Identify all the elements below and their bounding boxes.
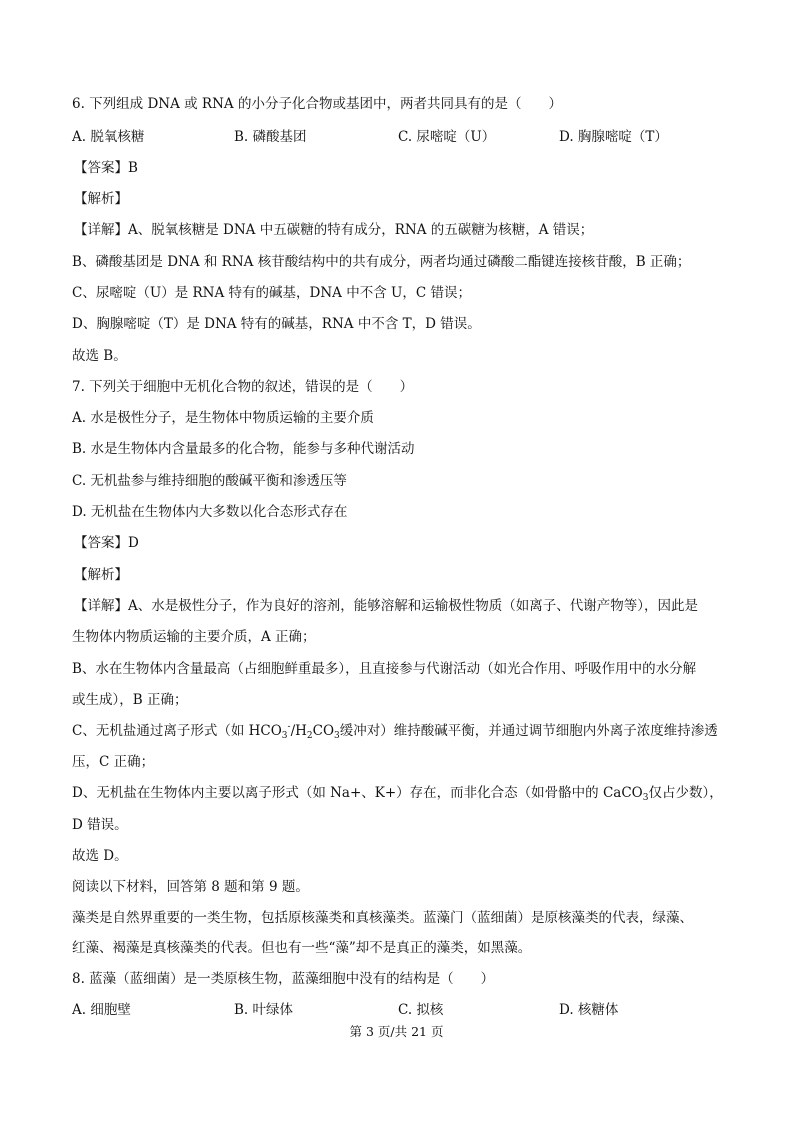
q6-answer: 【答案】B <box>74 160 138 176</box>
q7-detail-d-line1 <box>72 783 723 803</box>
q7-conclusion: 故选 D。 <box>72 848 128 864</box>
q6-detail-b: B、磷酸基团是 DNA 和 RNA 核苷酸结构中的共有成分，两者均通过磷酸二酯键连接核苷酸，B 正确； <box>72 254 691 270</box>
q7-detail-c-sup: - <box>287 722 291 732</box>
q6-option-d: D. 胸腺嘧啶（T） <box>559 129 668 145</box>
q7-detail-c-sub-3: 3 <box>334 731 340 741</box>
q7-detail-a-line1: 【详解】A、水是极性分子，作为良好的溶剂，能够溶解和运输极性物质（如离子、代谢产物等），因此是 <box>74 598 698 614</box>
page-footer: 第 3 页/共 21 页 <box>349 1024 444 1039</box>
q8-stem: 8. 蓝藻（蓝细菌）是一类原核生物，蓝藻细胞中没有的结构是（ ） <box>72 971 495 987</box>
q7-detail-c-sub-2: 2 <box>306 731 313 741</box>
q6-detail-d: D、胸腺嘧啶（T）是 DNA 特有的碱基，RNA 中不含 T，D 错误。 <box>72 316 481 332</box>
q7-detail-d-line2: D 错误。 <box>72 817 128 833</box>
q6-detail-a: 【详解】A、脱氧核糖是 DNA 中五碳糖的特有成分，RNA 的五碳糖为核糖，A 错误； <box>74 222 594 238</box>
material-line-2: 红藻、褐藻是真核藻类的代表。但也有一些“藻”却不是真正的藻类，如黑藻。 <box>72 940 532 956</box>
q7-detail-c-text-3: CO <box>312 723 335 739</box>
q6-option-c: C. 尿嘧啶（U） <box>398 129 496 145</box>
material-intro: 阅读以下材料，回答第 8 题和第 9 题。 <box>72 879 309 895</box>
q7-detail-c-text-1: C、无机盐通过离子形式（如 HCO <box>72 723 282 739</box>
q7-option-d: D. 无机盐在生物体内大多数以化合态形式存在 <box>72 504 348 520</box>
q6-option-a: A. 脱氧核糖 <box>72 129 145 145</box>
q7-stem: 7. 下列关于细胞中无机化合物的叙述，错误的是（ ） <box>72 379 414 395</box>
q7-detail-b-line1: B、水在生物体内含量最高（占细胞鲜重最多），且直接参与代谢活动（如光合作用、呼吸作用中的水分解 <box>72 661 697 677</box>
q7-answer: 【答案】D <box>74 535 139 551</box>
q8-option-b: B. 叶绿体 <box>234 1002 294 1018</box>
q7-detail-c-sub-1: 3 <box>281 731 288 741</box>
q7-detail-d-text-1: D、无机盐在生物体内主要以离子形式（如 Na+、K+）存在，而非化合态（如骨骼中的 CaCO <box>72 785 643 801</box>
q7-option-c: C. 无机盐参与维持细胞的酸碱平衡和渗透压等 <box>72 473 347 489</box>
q7-detail-a-line2: 生物体内物质运输的主要介质，A 正确； <box>72 629 316 645</box>
q7-detail-c-line2: 压，C 正确； <box>72 754 155 770</box>
q7-option-a: A. 水是极性分子，是生物体中物质运输的主要介质 <box>72 410 374 426</box>
q6-stem: 6. 下列组成 DNA 或 RNA 的小分子化合物或基团中，两者共同具有的是（ ） <box>72 96 562 112</box>
q7-analysis-label: 【解析】 <box>74 567 128 583</box>
q7-option-b: B. 水是生物体内含量最多的化合物，能参与多种代谢活动 <box>72 441 415 457</box>
material-line-1: 藻类是自然界重要的一类生物，包括原核藻类和真核藻类。蓝藻门（蓝细菌）是原核藻类的代表，绿藻、 <box>72 910 693 926</box>
q6-option-b: B. 磷酸基团 <box>234 129 307 145</box>
q8-option-d: D. 核糖体 <box>559 1002 619 1018</box>
q6-analysis-label: 【解析】 <box>74 191 128 207</box>
q7-detail-c-text-4: 缓冲对）维持酸碱平衡，并通过调节细胞内外离子浓度维持渗透 <box>339 723 718 739</box>
q6-conclusion: 故选 B。 <box>72 348 127 364</box>
q8-option-c: C. 拟核 <box>398 1002 444 1018</box>
q7-detail-d-sub: 3 <box>642 793 649 803</box>
q7-detail-c-line1 <box>72 721 718 741</box>
q6-detail-c: C、尿嘧啶（U）是 RNA 特有的碱基，DNA 中不含 U，C 错误； <box>72 285 471 301</box>
q7-detail-b-line2: 或生成），B 正确； <box>72 692 188 708</box>
q8-option-a: A. 细胞壁 <box>72 1002 131 1018</box>
q7-detail-d-text-2: 仅占少数）， <box>648 785 723 801</box>
q7-detail-c-text-2: /H <box>290 723 307 739</box>
